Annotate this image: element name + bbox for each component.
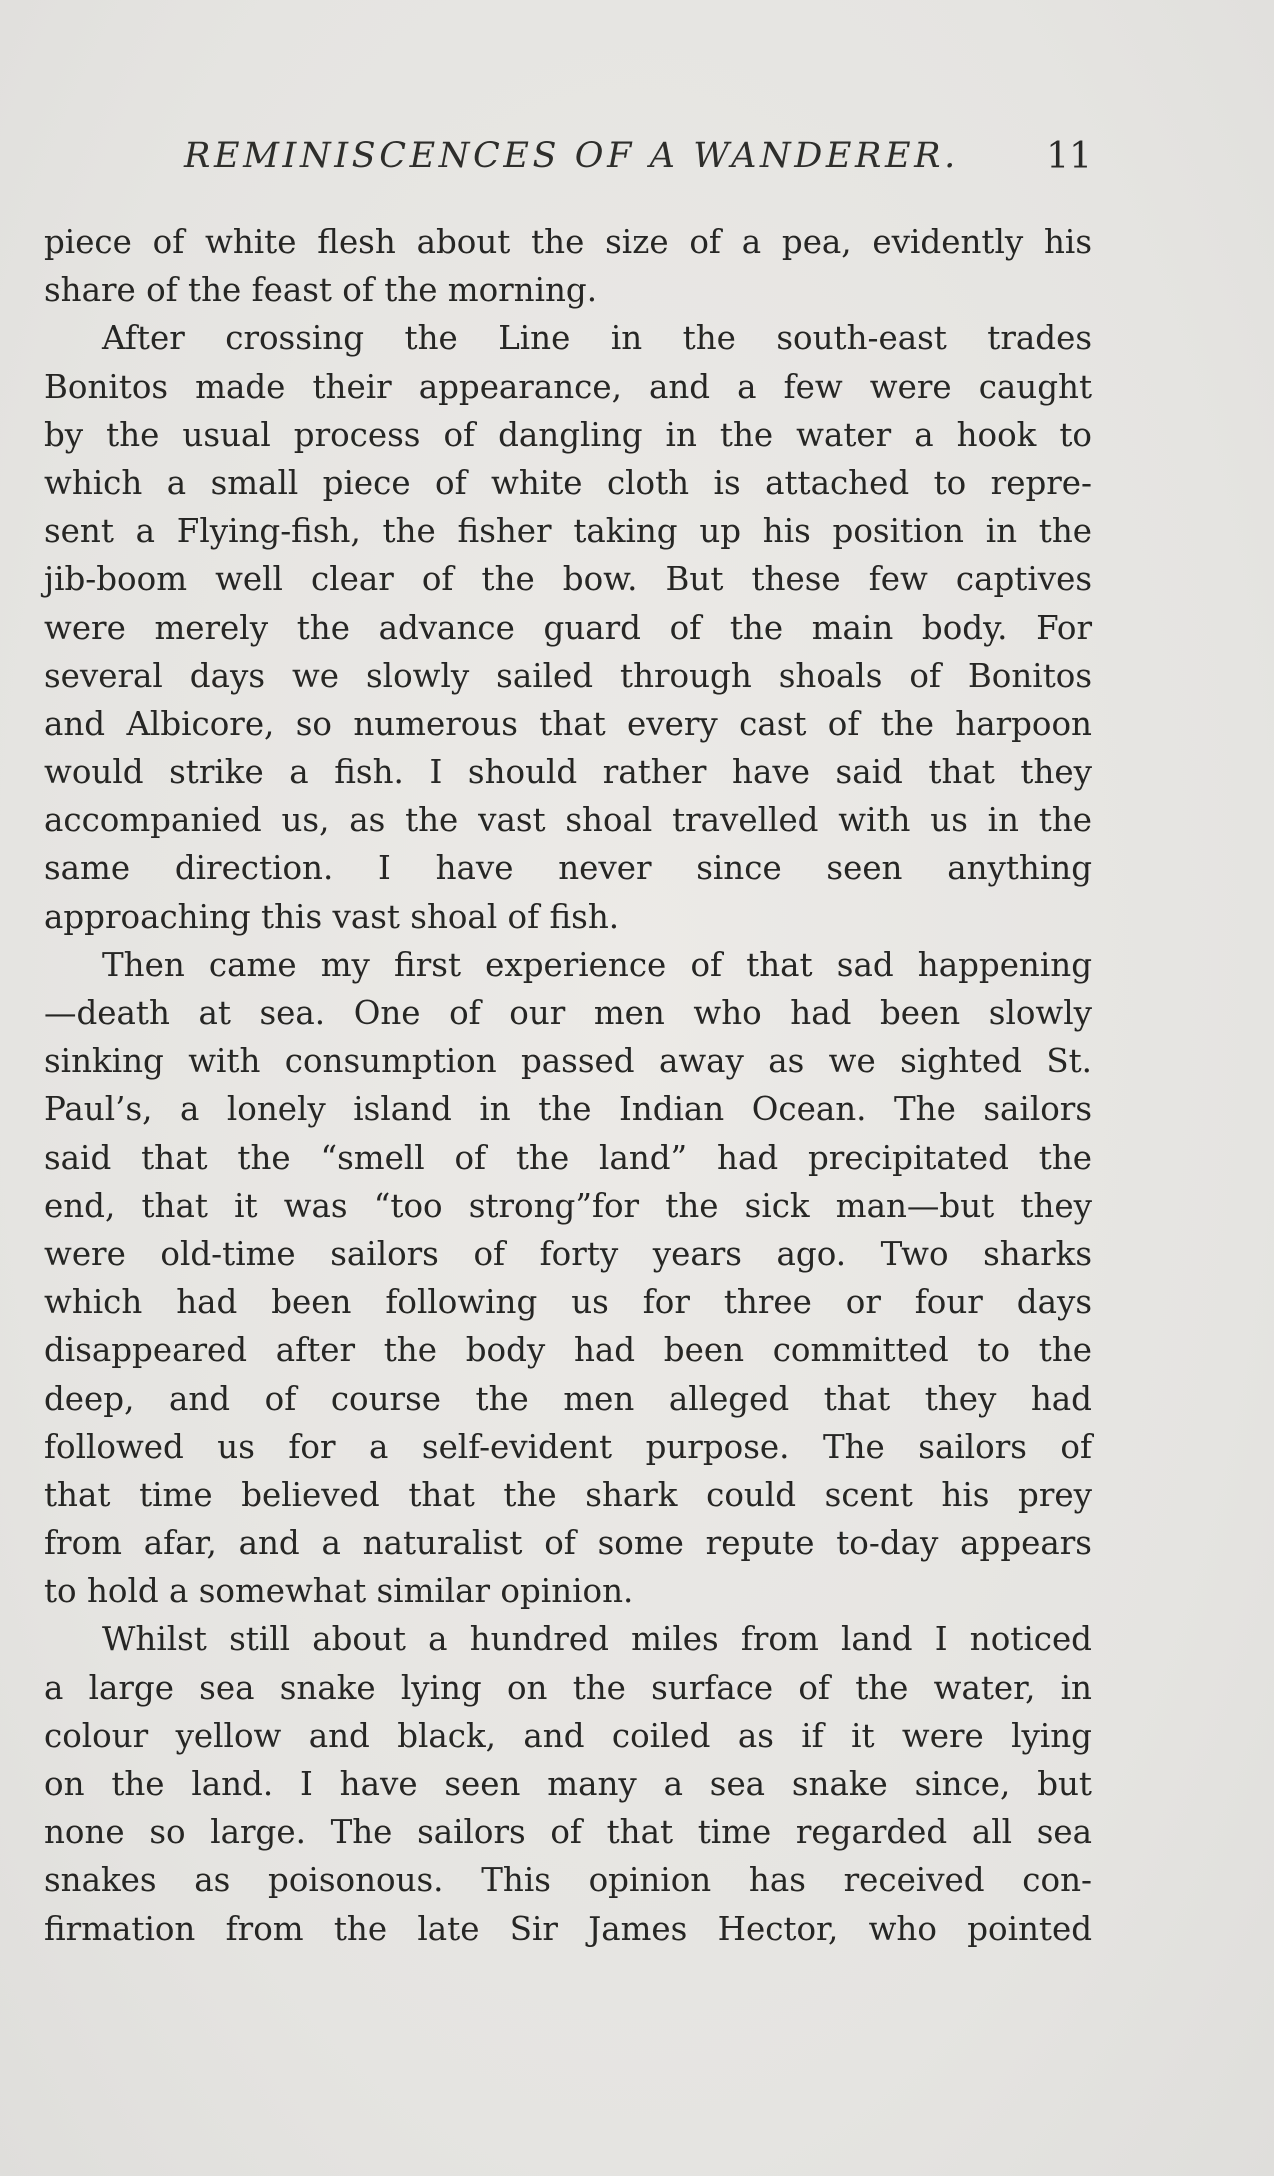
page-number: 11 [1046, 136, 1092, 177]
text-line: that time believed that the shark could scent his prey [44, 1475, 1092, 1514]
text-line: colour yellow and black, and coiled as if it were lying [44, 1716, 1092, 1755]
page-header [44, 136, 1092, 186]
text-line: end, that it was “too strong”for the sick man—but they [44, 1186, 1092, 1225]
text-line: a large sea snake lying on the surface of the water, in [44, 1668, 1092, 1707]
text-line: followed us for a self-evident purpose. The sailors of [44, 1427, 1092, 1466]
text-line: which had been following us for three or four days [44, 1283, 1092, 1322]
text-line: accompanied us, as the vast shoal travelled with us in the [44, 801, 1092, 840]
text-line: were old-time sailors of forty years ago. Two sharks [44, 1234, 1092, 1273]
text-line: —death at sea. One of our men who had been slowly [44, 994, 1092, 1032]
text-line: on the land. I have seen many a sea snake since, but [44, 1765, 1092, 1803]
text-line: Bonitos made their appearance, and a few were caught [44, 367, 1092, 406]
body-text [44, 218, 1092, 1953]
text-line: none so large. The sailors of that time regarded all sea [44, 1813, 1092, 1852]
text-line: snakes as poisonous. This opinion has received con- [44, 1861, 1092, 1900]
text-line: disappeared after the body had been committed to the [44, 1331, 1092, 1370]
text-line: same direction. I have never since seen anything [44, 849, 1092, 888]
text-line: Then came my first experience of that sad happening [102, 945, 1092, 984]
text-line: and Albicore, so numerous that every cast of the harpoon [44, 704, 1092, 743]
text-line: by the usual process of dangling in the water a hook to [44, 415, 1092, 454]
text-line: piece of white flesh about the size of a pea, evidently his [44, 223, 1092, 261]
text-line: to hold a somewhat similar opinion. [44, 1572, 634, 1611]
text-line: share of the feast of the morning. [44, 271, 598, 310]
text-line: which a small piece of white cloth is attached to repre- [44, 463, 1092, 502]
text-line: said that the “smell of the land” had precipitated the [44, 1138, 1092, 1177]
text-line: would strike a fish. I should rather have said that they [44, 753, 1092, 792]
text-line: firmation from the late Sir James Hector, who pointed [44, 1909, 1092, 1948]
text-line: approaching this vast shoal of fish. [44, 897, 620, 936]
text-line: several days we slowly sailed through shoals of Bonitos [44, 656, 1092, 695]
text-line: Paul’s, a lonely island in the Indian Ocean. The sailors [44, 1090, 1092, 1129]
text-line: from afar, and a naturalist of some repute to-day appears [44, 1524, 1092, 1563]
text-line: After crossing the Line in the south-east trades [102, 319, 1092, 358]
text-line: were merely the advance guard of the main body. For [44, 608, 1092, 647]
text-line: jib-boom well clear of the bow. But these few captives [44, 560, 1092, 599]
running-head: REMINISCENCES OF A WANDERER. [184, 136, 959, 176]
text-line: sent a Flying-fish, the fisher taking up his position in the [44, 512, 1092, 551]
text-line: Whilst still about a hundred miles from land I noticed [102, 1620, 1092, 1659]
text-line: deep, and of course the men alleged that they had [44, 1379, 1092, 1418]
text-line: sinking with consumption passed away as we sighted St. [44, 1042, 1092, 1081]
